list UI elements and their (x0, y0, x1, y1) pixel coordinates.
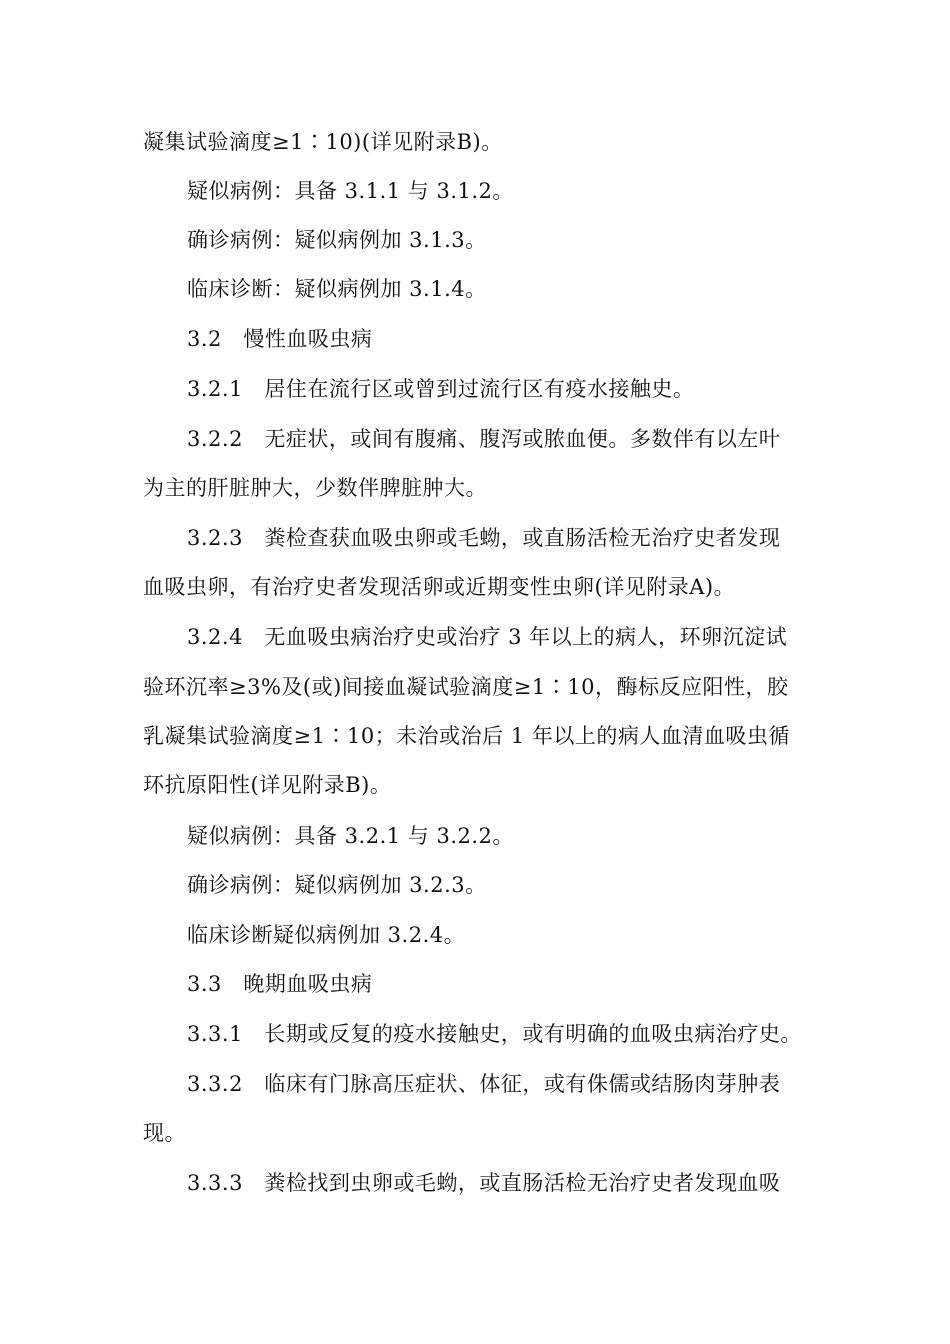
text-line-3: 确诊病例：疑似病例加 3.1.3。 (187, 228, 487, 252)
text-line-15: 疑似病例：具备 3.2.1 与 3.2.2。 (187, 824, 514, 848)
text-line-14: 环抗原阳性(详见附录B)。 (143, 773, 392, 797)
text-line-9: 3.2.3 粪检查获血吸虫卵或毛蚴，或直肠活检无治疗史者发现 (187, 526, 781, 550)
text-line-17: 临床诊断疑似病例加 3.2.4。 (187, 923, 466, 947)
text-line-20: 3.3.2 临床有门脉高压症状、体征，或有侏儒或结肠肉芽肿表 (187, 1072, 781, 1096)
text-line-19: 3.3.1 长期或反复的疫水接触史，或有明确的血吸虫病治疗史。 (187, 1022, 802, 1046)
section-heading-3-2: 3.2 慢性血吸虫病 (187, 327, 373, 351)
text-line-4: 临床诊断：疑似病例加 3.1.4。 (187, 277, 487, 301)
text-line-22: 3.3.3 粪检找到虫卵或毛蚴，或直肠活检无治疗史者发现血吸 (187, 1171, 781, 1195)
text-line-21: 现。 (143, 1121, 186, 1145)
text-line-16: 确诊病例：疑似病例加 3.2.3。 (187, 873, 487, 897)
text-line-7: 3.2.2 无症状，或间有腹痛、腹泻或脓血便。多数伴有以左叶 (187, 427, 781, 451)
text-line-12: 验环沉率≥3%及(或)间接血凝试验滴度≥1∶10，酶标反应阳性，胶 (143, 675, 789, 699)
section-heading-3-3: 3.3 晚期血吸虫病 (187, 972, 373, 996)
text-line-1: 凝集试验滴度≥1∶10)(详见附录B)。 (143, 130, 503, 154)
text-line-13: 乳凝集试验滴度≥1∶10；未治或治后 1 年以上的病人血清血吸虫循 (143, 724, 790, 748)
text-line-10: 血吸虫卵，有治疗史者发现活卵或近期变性虫卵(详见附录A)。 (143, 575, 736, 599)
text-line-2: 疑似病例：具备 3.1.1 与 3.1.2。 (187, 179, 514, 203)
text-line-6: 3.2.1 居住在流行区或曾到过流行区有疫水接触史。 (187, 377, 695, 401)
text-line-11: 3.2.4 无血吸虫病治疗史或治疗 3 年以上的病人，环卵沉淀试 (187, 625, 788, 649)
text-line-8: 为主的肝脏肿大，少数伴脾脏肿大。 (143, 476, 487, 500)
